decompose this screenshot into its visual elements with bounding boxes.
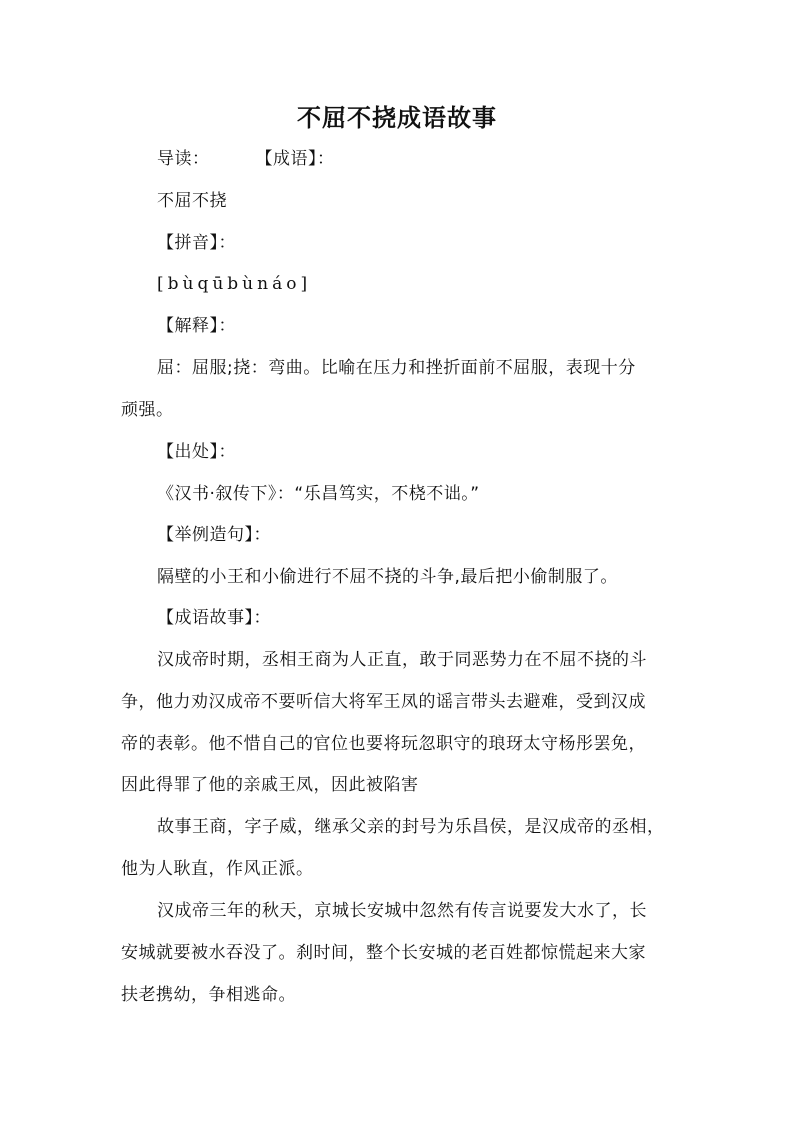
source-text: 《汉书·叙传下》：“乐昌笃实，不桡不诎。” <box>157 484 480 504</box>
pinyin-header: 【拼音】： <box>157 233 236 253</box>
idiom-text: 不屈不挠 <box>157 191 227 211</box>
document-title: 不屈不挠成语故事 <box>297 103 497 132</box>
story-line: 汉成帝时期，丞相王商为人正直，敢于同恶势力在不屈不挠的斗 <box>157 650 647 670</box>
explanation-header: 【解释】： <box>157 316 236 336</box>
example-text: 隔壁的小王和小偷进行不屈不挠的斗争,最后把小偷制服了。 <box>157 567 618 587</box>
example-header: 【举例造句】： <box>157 525 271 545</box>
explanation-line: 屈：屈服;挠：弯曲。比喻在压力和挫折面前不屈服，表现十分 <box>157 358 636 378</box>
story-line: 汉成帝三年的秋天，京城长安城中忽然有传言说要发大水了，长 <box>157 901 647 921</box>
explanation-line: 顽强。 <box>121 400 174 420</box>
story-header: 【成语故事】： <box>157 608 271 628</box>
idiom-header: 【成语】： <box>255 149 335 169</box>
story-line: 因此得罪了他的亲戚王凤，因此被陷害 <box>121 775 419 795</box>
story-line: 扶老携幼，争相逃命。 <box>121 985 296 1005</box>
story-line: 争，他力劝汉成帝不要听信大将军王凤的谣言带头去避难，受到汉成 <box>121 692 646 712</box>
story-line: 帝的表彰。他不惜自己的官位也要将玩忽职守的琅玡太守杨彤罢免， <box>121 734 646 754</box>
intro-label: 导读： <box>157 149 210 169</box>
pinyin-text: [bùqūbùnáo] <box>157 274 312 294</box>
story-line: 他为人耿直，作风正派。 <box>121 859 314 879</box>
source-header: 【出处】： <box>157 442 236 462</box>
story-line: 安城就要被水吞没了。刹时间，整个长安城的老百姓都惊慌起来大家 <box>121 943 646 963</box>
story-line: 故事王商，字子威，继承父亲的封号为乐昌侯，是汉成帝的丞相， <box>157 817 665 837</box>
intro-line <box>157 147 335 171</box>
